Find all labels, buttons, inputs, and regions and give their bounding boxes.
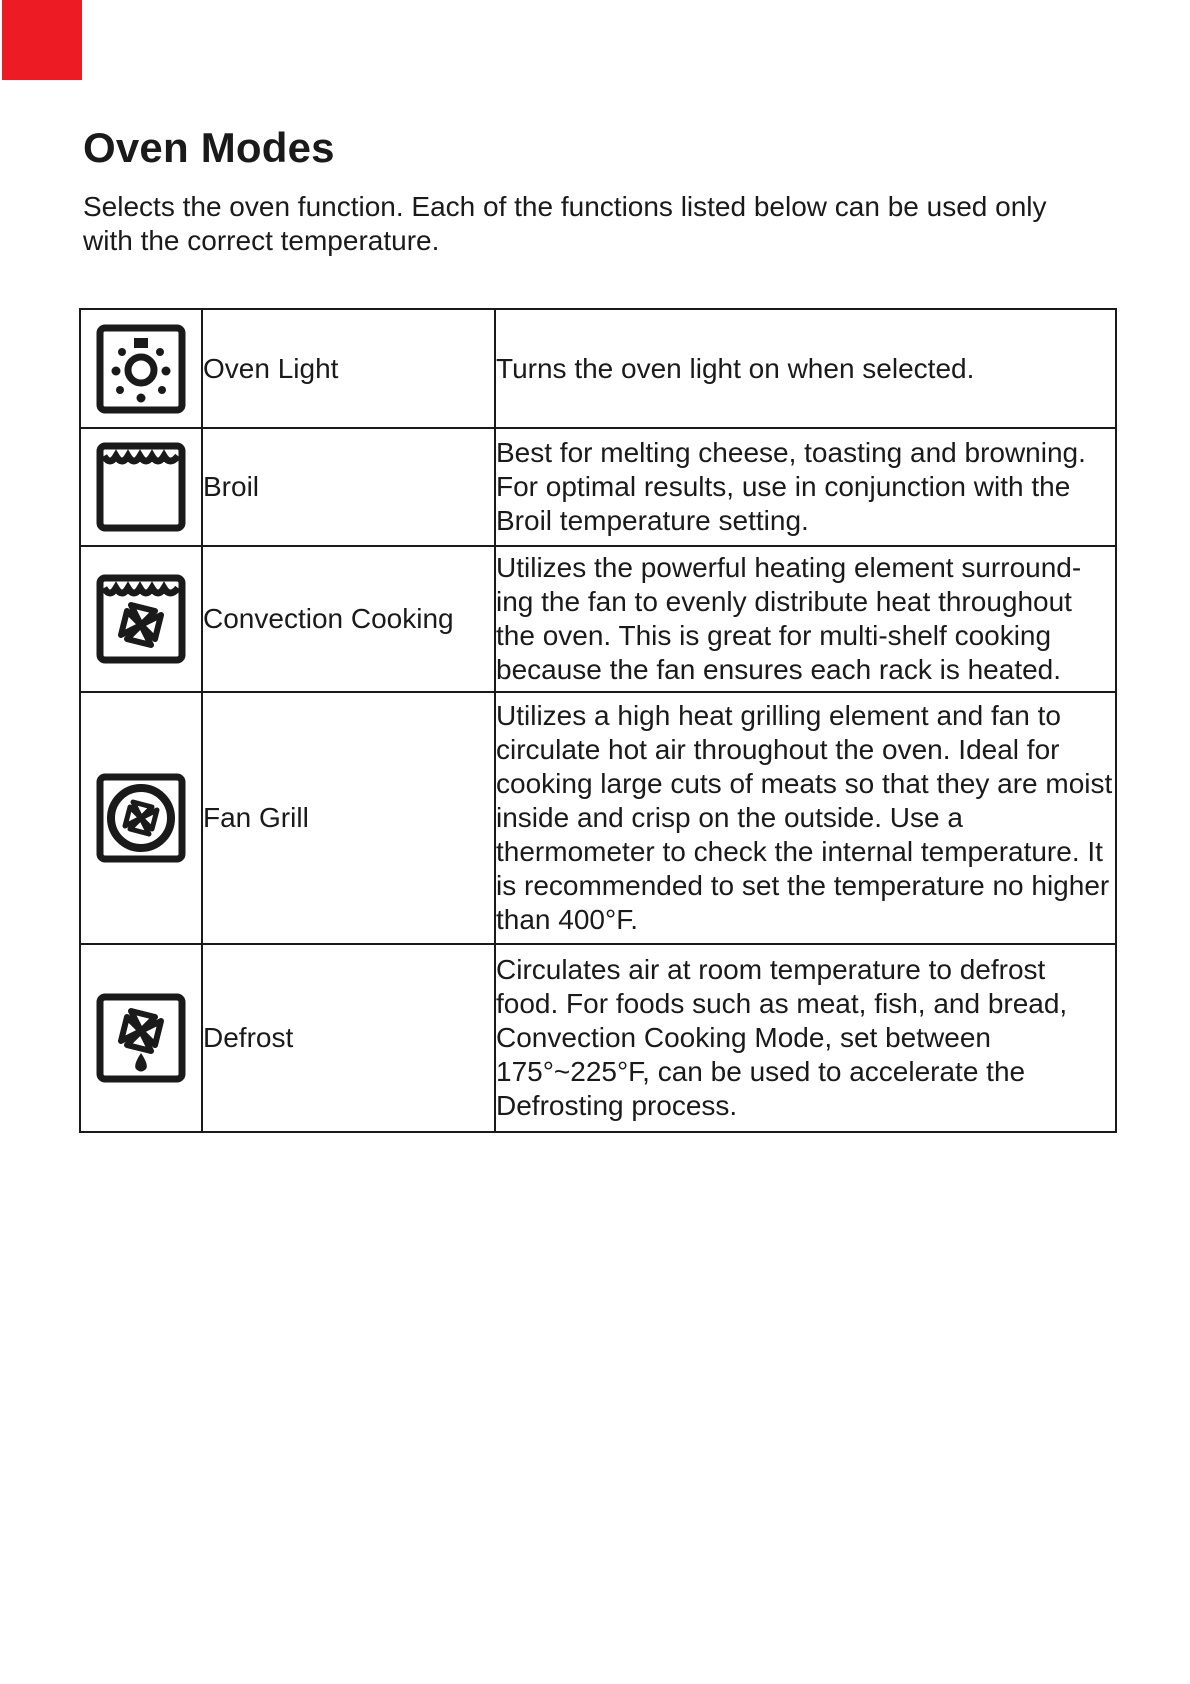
table-row [80,428,1116,546]
mode-description: Circulates air at room temperature to defrost food. For foods such as meat, fish, and bread, Convection Cooking Mode, set between 175°~225°F, can be used to accelerate the Defrosting process. [495,944,1116,1132]
mode-name: Oven Light [202,309,495,428]
icon-cell [80,309,202,428]
mode-name: Fan Grill [202,692,495,944]
table-row [80,309,1116,428]
mode-name: Broil [202,428,495,546]
table-row [80,546,1116,692]
corner-accent-block [2,0,82,80]
icon-cell [80,692,202,944]
convection-fan-icon [96,574,186,664]
intro-text: Selects the oven function. Each of the functions listed below can be used only with the correct temperature. [83,191,1047,256]
fan-grill-icon [96,773,186,863]
mode-description: Turns the oven light on when selected. [495,309,1116,428]
defrost-icon [96,993,186,1083]
icon-cell [80,944,202,1132]
oven-modes-table [79,308,1117,1133]
mode-name: Defrost [202,944,495,1132]
oven-light-icon [96,324,186,414]
icon-cell [80,546,202,692]
table-row [80,692,1116,944]
mode-description: Best for melting cheese, toasting and browning. For optimal results, use in conjunction with the Broil temperature setting. [495,428,1116,546]
icon-cell [80,428,202,546]
broil-icon [96,442,186,532]
page-title: Oven Modes [83,124,335,171]
mode-description: Utilizes a high heat grilling element and fan to circulate hot air throughout the oven. Ideal for cooking large cuts of meats so that they are moist inside and crisp on the outside. Use a thermometer to check the internal temperature. It is recommended to set the temperature no higher than 400°F. [495,692,1116,944]
mode-description: Utilizes the powerful heating element surround-ing the fan to evenly distribute heat throughout the oven. This is great for multi-shelf cooking because the fan ensures each rack is heated. [495,546,1116,692]
mode-name: Convection Cooking [202,546,495,692]
table-row [80,944,1116,1132]
